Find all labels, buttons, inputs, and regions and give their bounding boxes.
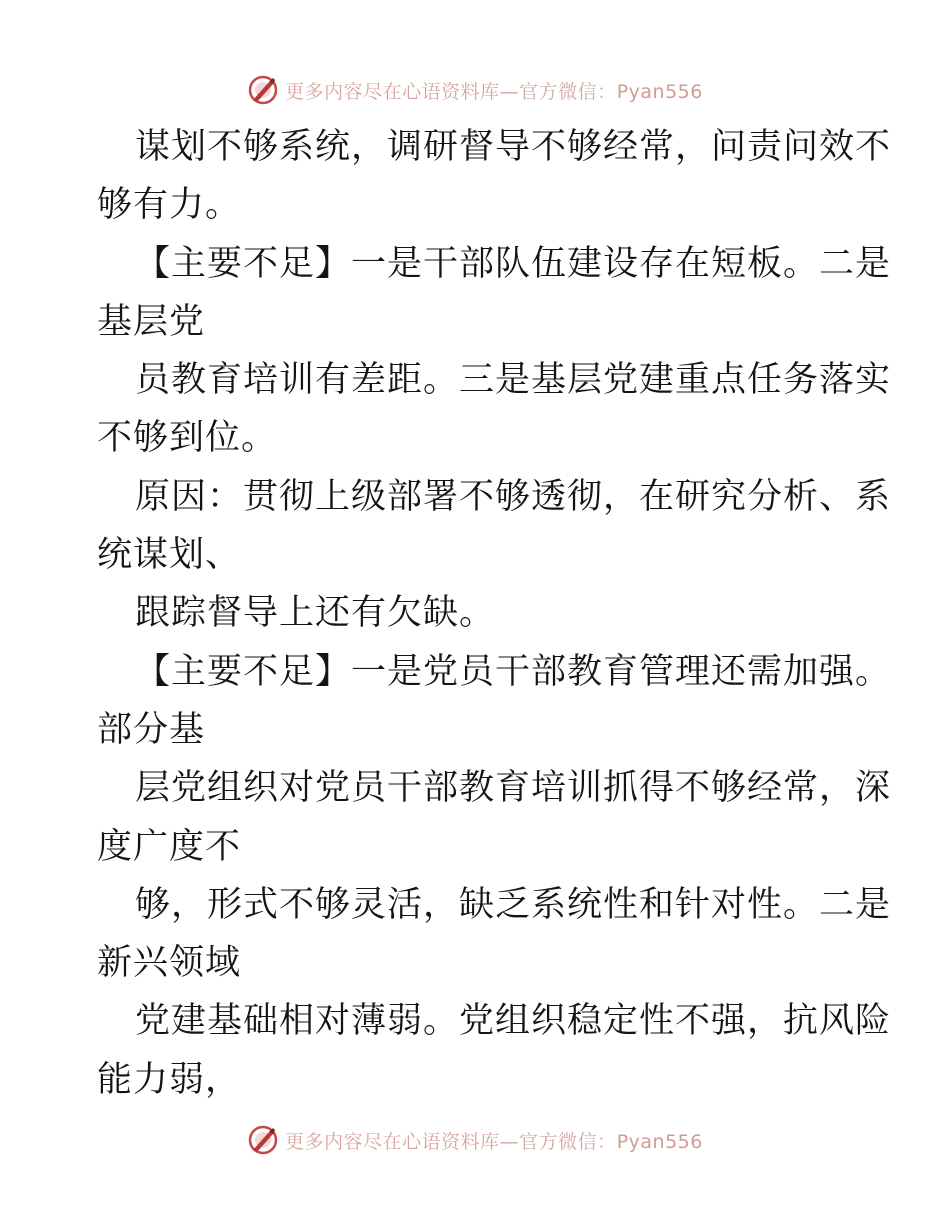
watermark-handle: Pyan556 [616,80,703,103]
document-body [97,118,892,1109]
text-line: 度广度不 [97,826,242,867]
watermark-main: 更多内容尽在心语资料库 [285,80,500,103]
text-line: 部分基 [97,709,206,750]
text-line: 够有力。 [97,185,242,226]
watermark-wechat-label: 官方微信： [519,80,617,103]
text-line: 【主要不足】一是党员干部教育管理还需加强。 [135,651,892,692]
watermark-text [285,1127,703,1154]
text-line: 员教育培训有差距。三是基层党建重点任务落实 [135,360,892,401]
footer-watermark [0,1120,950,1160]
text-line: 层党组织对党员干部教育培训抓得不够经常，深 [135,768,892,809]
text-line: 能力弱， [97,1059,242,1100]
pen-logo-icon [247,74,279,106]
text-line: 党建基础相对薄弱。党组织稳定性不强，抗风险 [135,1001,892,1042]
watermark-wechat-label: 官方微信： [519,1130,617,1153]
watermark-dash: — [499,80,520,103]
pen-logo-icon [247,1124,279,1156]
header-watermark [0,70,950,110]
text-line: 新兴领域 [97,943,242,984]
watermark-handle: Pyan556 [616,1130,703,1153]
text-line: 跟踪督导上还有欠缺。 [135,593,496,634]
text-line: 原因：贯彻上级部署不够透彻，在研究分析、系 [135,476,892,517]
watermark-text [285,77,703,104]
text-line: 谋划不够系统，调研督导不够经常，问责问效不 [135,127,892,167]
watermark-dash: — [499,1130,520,1153]
text-line: 统谋划、 [97,535,242,576]
text-line: 基层党 [97,301,206,342]
text-line: 【主要不足】一是干部队伍建设存在短板。二是 [135,243,892,284]
watermark-main: 更多内容尽在心语资料库 [285,1130,500,1153]
text-line: 够，形式不够灵活，缺乏系统性和针对性。二是 [135,884,892,925]
text-line: 不够到位。 [97,418,278,459]
